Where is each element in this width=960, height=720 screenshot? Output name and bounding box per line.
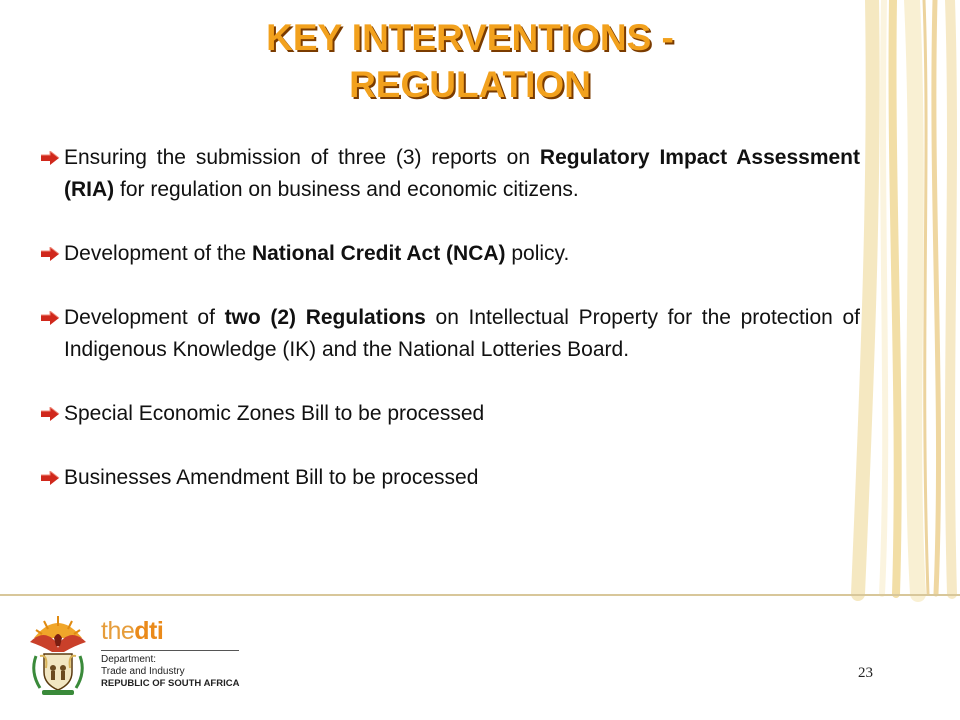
- red-arrow-icon: [40, 151, 60, 165]
- title-line-2: REGULATION: [349, 64, 591, 105]
- bullet-list: [40, 142, 860, 494]
- page-number: 23: [858, 665, 873, 681]
- bullet-text: Development of the National Credit Act (NCA) policy.: [64, 242, 570, 265]
- coat-of-arms-icon: [26, 612, 90, 696]
- bullet-text: Businesses Amendment Bill to be processed: [64, 466, 479, 489]
- red-arrow-icon: [40, 247, 60, 261]
- bullet-item-ria: [40, 142, 860, 206]
- bullet-item-regulations: [40, 302, 860, 366]
- bullet-item-sez-bill: [40, 398, 860, 430]
- bullet-text: Development of two (2) Regulations on Intellectual Property for the protection of Indigenous Knowledge (IK) and the National Lotteries Board.: [64, 306, 861, 361]
- department-name: Department: Trade and Industry REPUBLIC OF SOUTH AFRICA: [101, 654, 240, 689]
- bullet-item-nca: [40, 238, 860, 270]
- red-arrow-icon: [40, 407, 60, 421]
- bullet-text: Ensuring the submission of three (3) reports on Regulatory Impact Assessment (RIA) for regulation on business and economic citizens.: [64, 146, 860, 201]
- dti-wordmark: thedti: [101, 617, 164, 645]
- title-line-1: KEY INTERVENTIONS -: [266, 17, 674, 58]
- red-arrow-icon: [40, 471, 60, 485]
- logo-divider: [101, 650, 239, 651]
- slide-title: [140, 14, 800, 108]
- footer-divider: [0, 594, 960, 596]
- red-arrow-icon: [40, 311, 60, 325]
- bullet-text: Special Economic Zones Bill to be processed: [64, 402, 485, 425]
- dti-logo: [26, 612, 266, 696]
- bullet-item-businesses-bill: [40, 462, 860, 494]
